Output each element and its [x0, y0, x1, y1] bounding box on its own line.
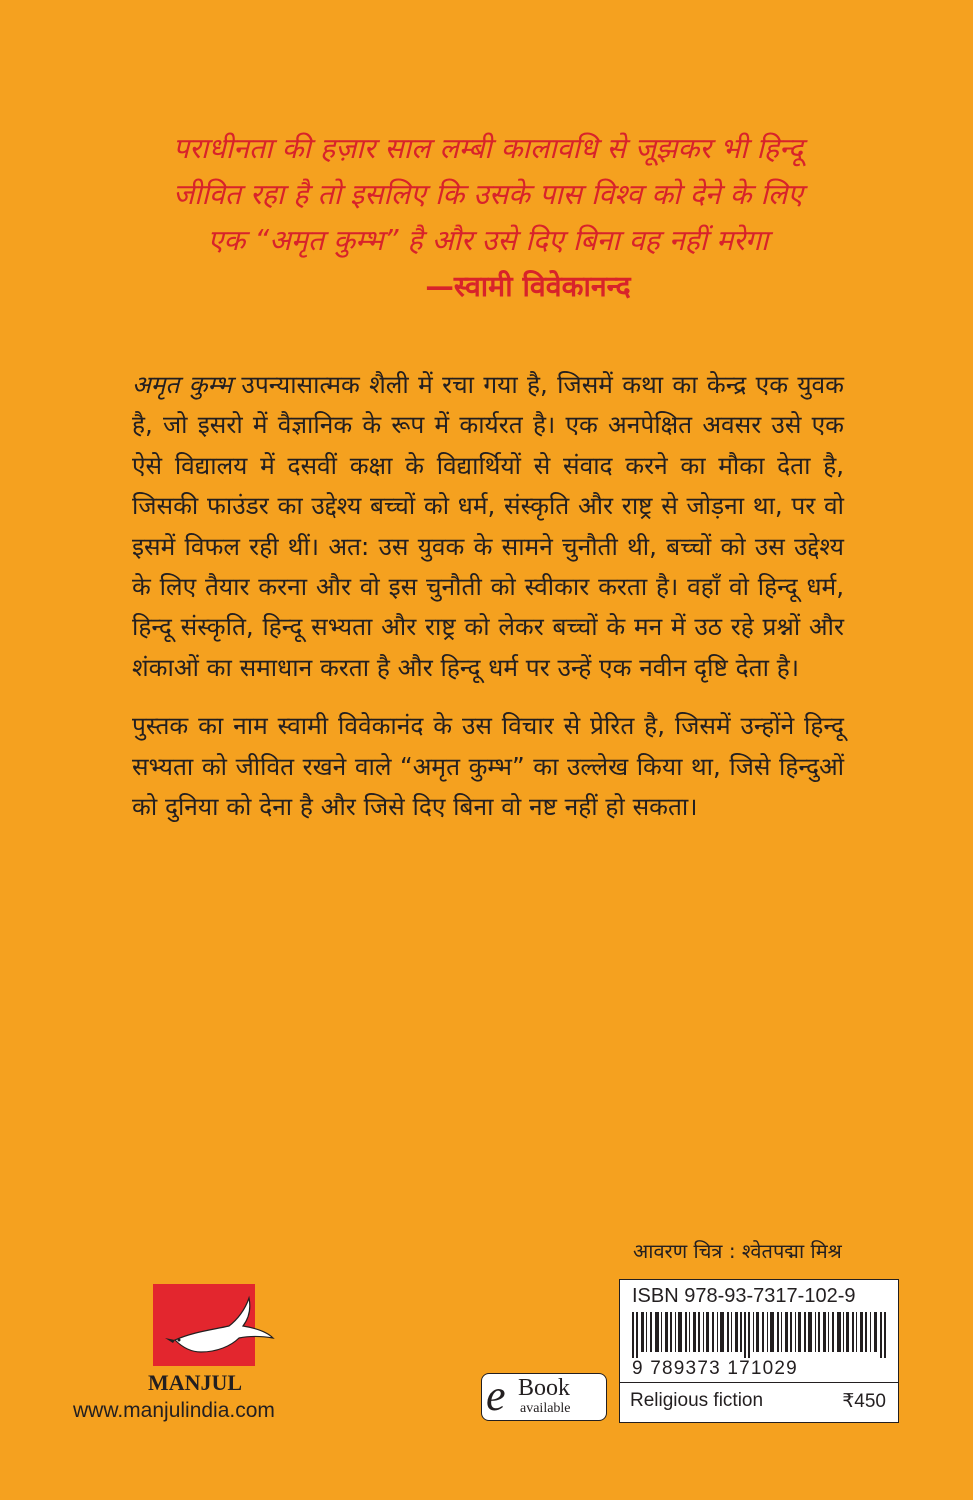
blurb	[132, 365, 844, 845]
genre-label: Religious fiction	[630, 1390, 764, 1411]
manjul-logo-icon	[145, 1280, 277, 1370]
blurb-paragraph-2: पुस्तक का नाम स्वामी विवेकानंद के उस विचार से प्रेरित है, जिसमें उन्होंने हिन्दू सभ्यता को जीवित रखने वाले “अमृत कुम्भ” का उल्लेख किया था, जिसे हिन्दुओं को दुनिया को देना है और जिसे दिए बिना वो नष्ट नहीं हो सकता।	[132, 711, 844, 822]
epigraph-quote	[118, 126, 858, 310]
publisher-name: MANJUL	[148, 1370, 243, 1395]
price-label: ₹450	[842, 1391, 886, 1412]
quote-line-3: एक “अमृत कुम्भ” है और उसे दिए बिना वह नहीं मरेगा	[207, 224, 769, 257]
blurb-paragraph-1	[132, 365, 844, 688]
ebook-book-label: Book	[518, 1375, 571, 1401]
cover-credit: आवरण चित्र : श्वेतपद्मा मिश्र	[633, 1239, 842, 1263]
quote-author: —स्वामी विवेकानन्द	[425, 270, 631, 303]
blurb-paragraph-1-text: उपन्यासात्मक शैली में रचा गया है, जिसमें कथा का केन्द्र एक युवक है, जो इसरो में वैज्ञानिक के रूप में कार्यरत है। एक अनपेक्षित अवसर उसे एक ऐसे विद्यालय में दसवीं कक्षा के विद्यार्थियों से संवाद करने का मौका देता है, जिसकी फाउंडर का उद्देश्य बच्चों को धर्म, संस्कृति और राष्ट्र से जोड़ना था, पर वो इसमें विफल रही थीं। अत: उस युवक के सामने चुनौती थी, बच्चों को उस उद्देश्य के लिए तैयार करना और वो इस चुनौती को स्वीकार करता है। वहाँ वो हिन्दू धर्म, हिन्दू संस्कृति, हिन्दू सभ्यता और राष्ट्र को लेकर बच्चों के मन में उठ रहे प्रश्नों और शंकाओं का समाधान करता है और हिन्दू धर्म पर उन्हें एक नवीन दृष्टि देता है।	[132, 370, 844, 682]
ebook-badge	[481, 1373, 607, 1421]
quote-line-1: पराधीनता की हज़ार साल लम्बी कालावधि से जूझकर भी हिन्दू	[172, 132, 804, 165]
isbn-number: ISBN 978-93-7317-102-9	[632, 1285, 856, 1307]
ebook-available-label: available	[520, 1401, 571, 1416]
barcode-icon	[632, 1312, 888, 1358]
publisher-website: www.manjulindia.com	[73, 1399, 275, 1422]
ebook-e-letter: e	[486, 1371, 506, 1420]
book-title-italic: अमृत कुम्भ	[132, 370, 233, 399]
isbn-divider	[620, 1382, 898, 1383]
quote-line-2: जीवित रहा है तो इसलिए कि उसके पास विश्व को देने के लिए	[172, 178, 803, 211]
isbn-box	[619, 1279, 899, 1423]
barcode-digits: 9 789373 171029	[632, 1358, 798, 1379]
